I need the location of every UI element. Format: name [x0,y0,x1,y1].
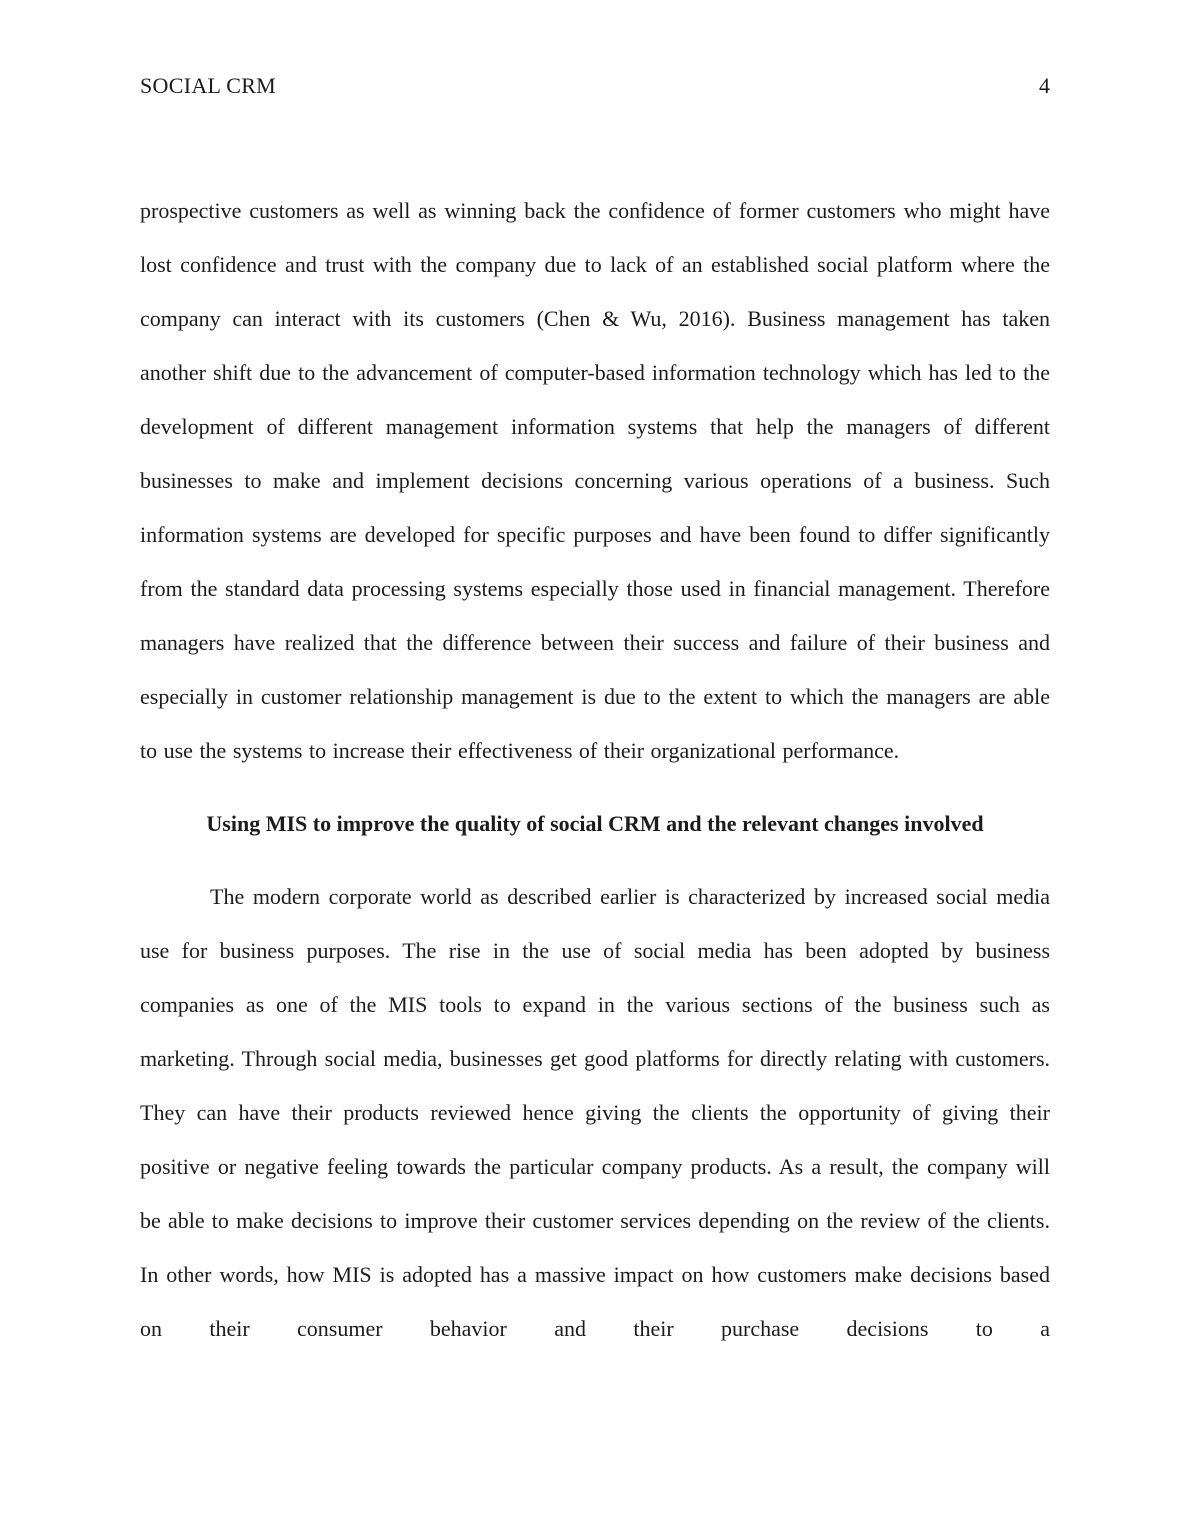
paragraph-body: The modern corporate world as described earlier is characterized by increased social media use for business purposes. The rise in the use of social media has been adopted by business companies as one of the MIS tools to expand in the various sections of the business such as marketing. Through social media, businesses get good platforms for directly relating with customers. They can have their products reviewed hence giving the clients the opportunity of giving their positive or negative feeling towards the particular company products. As a result, the company will be able to make decisions to improve their customer services depending on the review of the clients. In other words, how MIS is adopted has a massive impact on how customers make decisions based on their consumer behavior and their purchase decisions to a [140,884,1050,1341]
running-head: SOCIAL CRM [140,73,277,98]
paragraph-continued: prospective customers as well as winning back the confidence of former customers who might have lost confidence and trust with the company due to lack of an established social platform where the company can interact with its customers (Chen & Wu, 2016). Business management has taken another shift due to the advancement of computer-based information technology which has led to the development of different management information systems that help the managers of different businesses to make and implement decisions concerning various operations of a business. Such information systems are developed for specific purposes and have been found to differ significantly from the standard data processing systems especially those used in financial management. Therefore managers have realized that the difference between their success and failure of their business and especially in customer relationship management is due to the extent to which the managers are able to use the systems to increase their effectiveness of their organizational performance. [140,198,1050,763]
section-heading: Using MIS to improve the quality of social CRM and the relevant changes involved [206,811,984,836]
document-body [140,184,1050,1356]
page-number: 4 [1039,73,1050,98]
page-header [140,72,1050,100]
